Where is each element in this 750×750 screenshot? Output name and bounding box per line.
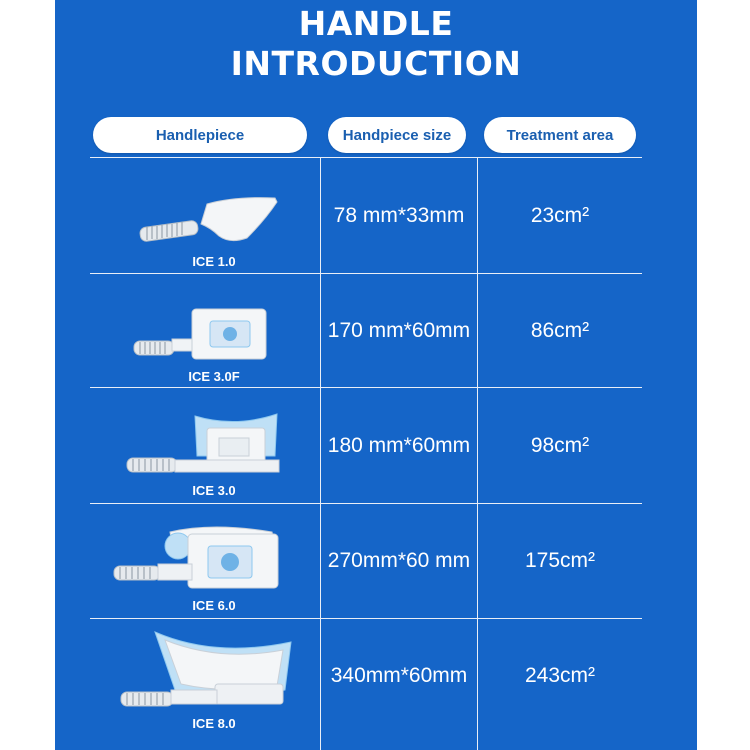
row-handpiece-size: 270mm*60 mm <box>327 549 471 572</box>
header-handpiece-size: Handpiece size <box>328 117 466 153</box>
header-treatment-area: Treatment area <box>484 117 636 153</box>
handpiece-image-ice-3-0 <box>125 412 285 477</box>
page-title-line2: INTRODUCTION <box>230 44 522 83</box>
row-handpiece-size: 170 mm*60mm <box>327 318 471 342</box>
header-handlepiece: Handlepiece <box>93 117 307 153</box>
row-treatment-area: 23cm² <box>530 203 590 227</box>
row-treatment-area: 98cm² <box>530 433 590 457</box>
page-title-line1: HANDLE <box>298 4 454 43</box>
row-handpiece-name: ICE 1.0 <box>192 254 236 269</box>
row-treatment-area: 175cm² <box>524 549 596 572</box>
row-handpiece-size: 340mm*60mm <box>330 664 468 687</box>
row-treatment-area: 243cm² <box>524 664 596 687</box>
handpiece-image-ice-6-0 <box>112 522 282 592</box>
row-handpiece-name: ICE 6.0 <box>192 598 236 613</box>
row-handpiece-name: ICE 3.0F <box>188 369 240 384</box>
handpiece-image-ice-1-0 <box>135 190 280 250</box>
handpiece-image-ice-8-0 <box>115 628 295 712</box>
row-handpiece-name: ICE 8.0 <box>192 716 236 731</box>
row-treatment-area: 86cm² <box>530 318 590 342</box>
row-handpiece-size: 78 mm*33mm <box>333 203 465 227</box>
row-handpiece-size: 180 mm*60mm <box>327 433 471 457</box>
handpiece-image-ice-3-0f <box>132 305 272 363</box>
row-handpiece-name: ICE 3.0 <box>192 483 236 498</box>
